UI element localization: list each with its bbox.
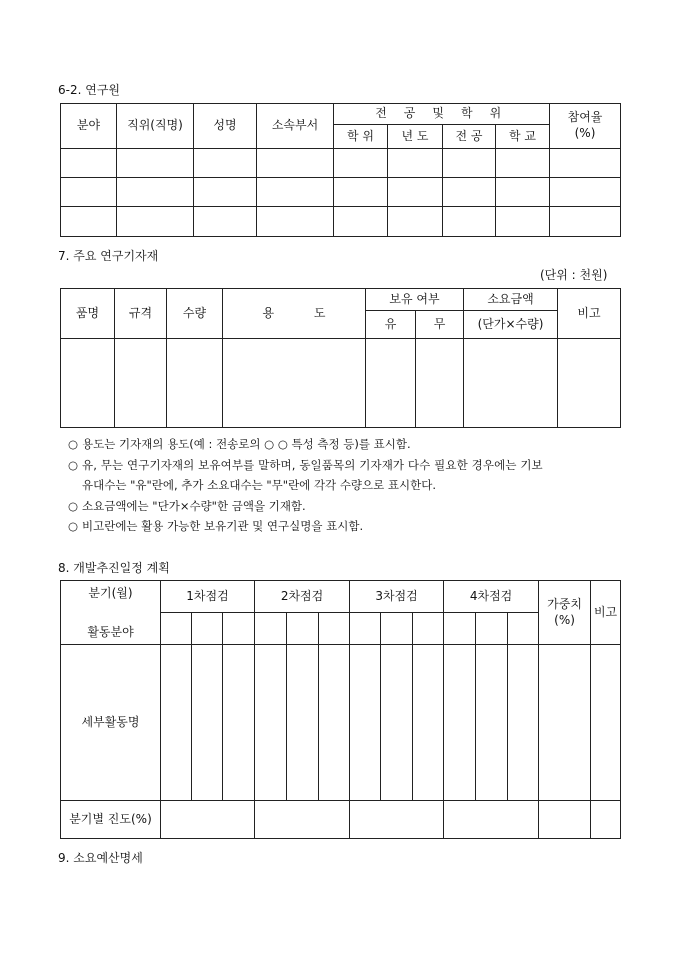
bullet-icon: ○: [68, 519, 79, 533]
header-quarter-activity: [61, 581, 161, 645]
cell[interactable]: [350, 645, 381, 801]
cell[interactable]: [464, 339, 558, 428]
table-row: [61, 801, 621, 839]
cell[interactable]: [550, 207, 621, 237]
cell[interactable]: [476, 645, 508, 801]
header-weight: [539, 581, 591, 645]
cell[interactable]: [192, 613, 223, 645]
cell[interactable]: [508, 613, 539, 645]
header-spec: 규격: [115, 289, 167, 339]
progress-q3[interactable]: [350, 801, 444, 839]
cell[interactable]: [257, 149, 334, 178]
cell[interactable]: [161, 645, 192, 801]
section-8-title: 8. 개발추진일정 계획: [58, 561, 170, 575]
header-position: 직위(직명): [117, 104, 194, 149]
cell[interactable]: [381, 645, 413, 801]
header-major: 전 공: [443, 125, 496, 149]
header-remark: 비고: [591, 581, 621, 645]
header-major-degree-group: 전 공 및 학 위: [334, 104, 550, 125]
note-text: 유, 무는 연구기자재의 보유여부를 말하며, 동일품목의 기자재가 다수 필요한 경우에는 기보: [82, 458, 543, 472]
participation-rate-label: 참여율: [567, 110, 603, 125]
cell[interactable]: [550, 178, 621, 207]
cell[interactable]: [388, 149, 443, 178]
cell[interactable]: [591, 645, 621, 801]
cell[interactable]: [539, 645, 591, 801]
table-row: [61, 207, 621, 237]
cell[interactable]: [319, 613, 350, 645]
cell[interactable]: [334, 207, 388, 237]
table-row: [61, 178, 621, 207]
cell[interactable]: [550, 149, 621, 178]
cell[interactable]: [194, 149, 257, 178]
cell[interactable]: [223, 339, 366, 428]
cell[interactable]: [223, 613, 255, 645]
cell[interactable]: [444, 613, 476, 645]
header-participation-rate: [550, 104, 621, 149]
cell[interactable]: [61, 339, 115, 428]
section-6-2-title: 6-2. 연구원: [58, 83, 121, 97]
quarterly-progress-label: 분기별 진도(%): [61, 801, 161, 839]
cell[interactable]: [117, 149, 194, 178]
header-yes: 유: [366, 311, 416, 339]
header-item: 품명: [61, 289, 115, 339]
cell[interactable]: [167, 339, 223, 428]
section-7-title: 7. 주요 연구기자재: [58, 249, 159, 263]
cell[interactable]: [496, 207, 550, 237]
header-name: 성명: [194, 104, 257, 149]
cell[interactable]: [496, 178, 550, 207]
cell[interactable]: [413, 645, 444, 801]
cell[interactable]: [61, 178, 117, 207]
participation-rate-unit: (%): [574, 126, 596, 140]
cell[interactable]: [476, 613, 508, 645]
section-9-title: 9. 소요예산명세: [58, 851, 143, 865]
cell[interactable]: [443, 178, 496, 207]
cell[interactable]: [508, 645, 539, 801]
note-text: 소요금액에는 "단가×수량"한 금액을 기재함.: [82, 499, 306, 513]
cell[interactable]: [257, 178, 334, 207]
cell[interactable]: [496, 149, 550, 178]
weight-label: 가중치: [547, 596, 582, 611]
header-check4: 4차점검: [444, 581, 539, 613]
cell[interactable]: [388, 207, 443, 237]
cell[interactable]: [388, 178, 443, 207]
note-text: 용도는 기자재의 용도(예 : 전송로의 ○ ○ 특성 측정 등)를 표시함.: [82, 437, 411, 451]
table-row: [61, 149, 621, 178]
cell[interactable]: [287, 645, 319, 801]
cell[interactable]: [117, 207, 194, 237]
header-remark: 비고: [558, 289, 621, 339]
header-dept: 소속부서: [257, 104, 334, 149]
cell[interactable]: [539, 801, 591, 839]
table-row: [61, 339, 621, 428]
cell[interactable]: [443, 149, 496, 178]
researcher-table: [60, 103, 621, 237]
bullet-icon: ○: [68, 437, 79, 451]
header-check1: 1차점검: [161, 581, 255, 613]
unit-label: (단위 : 천원): [540, 268, 608, 282]
cell[interactable]: [443, 207, 496, 237]
header-degree: 학 위: [334, 125, 388, 149]
cell[interactable]: [416, 339, 464, 428]
cell[interactable]: [366, 339, 416, 428]
equipment-table: [60, 288, 621, 428]
cell[interactable]: [117, 178, 194, 207]
cell[interactable]: [287, 613, 319, 645]
cell[interactable]: [194, 207, 257, 237]
header-field: 분야: [61, 104, 117, 149]
cell[interactable]: [591, 801, 621, 839]
cell[interactable]: [350, 613, 381, 645]
header-ownership: 보유 여부: [366, 289, 464, 311]
header-cost-sub: (단가×수량): [464, 311, 558, 339]
header-cost: 소요금액: [464, 289, 558, 311]
cell[interactable]: [61, 149, 117, 178]
progress-q4[interactable]: [444, 801, 539, 839]
table-row: [61, 645, 621, 801]
cell[interactable]: [192, 645, 223, 801]
detail-activity-label: 세부활동명: [61, 645, 161, 801]
weight-unit: (%): [554, 612, 575, 627]
bullet-icon: ○: [68, 458, 79, 472]
note-text: 유대수는 "유"란에, 추가 소요대수는 "무"란에 각각 수량으로 표시한다.: [82, 478, 436, 492]
cell[interactable]: [115, 339, 167, 428]
progress-q2[interactable]: [255, 801, 350, 839]
header-year: 년 도: [388, 125, 443, 149]
header-use: 용 도: [223, 289, 366, 339]
header-activity: 활동분야: [87, 625, 134, 639]
note-text: 비고란에는 활용 가능한 보유기관 및 연구실명을 표시함.: [82, 519, 364, 533]
cell[interactable]: [194, 178, 257, 207]
cell[interactable]: [381, 613, 413, 645]
header-quarter: 분기(월): [88, 586, 133, 600]
cell[interactable]: [223, 645, 255, 801]
cell[interactable]: [319, 645, 350, 801]
cell[interactable]: [334, 149, 388, 178]
header-check3: 3차점검: [350, 581, 444, 613]
cell[interactable]: [255, 645, 287, 801]
cell[interactable]: [161, 613, 192, 645]
cell[interactable]: [413, 613, 444, 645]
cell[interactable]: [334, 178, 388, 207]
schedule-table: [60, 580, 621, 839]
header-check2: 2차점검: [255, 581, 350, 613]
header-no: 무: [416, 311, 464, 339]
bullet-icon: ○: [68, 499, 79, 513]
cell[interactable]: [255, 613, 287, 645]
cell[interactable]: [61, 207, 117, 237]
cell[interactable]: [558, 339, 621, 428]
header-qty: 수량: [167, 289, 223, 339]
progress-q1[interactable]: [161, 801, 255, 839]
header-school: 학 교: [496, 125, 550, 149]
cell[interactable]: [257, 207, 334, 237]
cell[interactable]: [444, 645, 476, 801]
